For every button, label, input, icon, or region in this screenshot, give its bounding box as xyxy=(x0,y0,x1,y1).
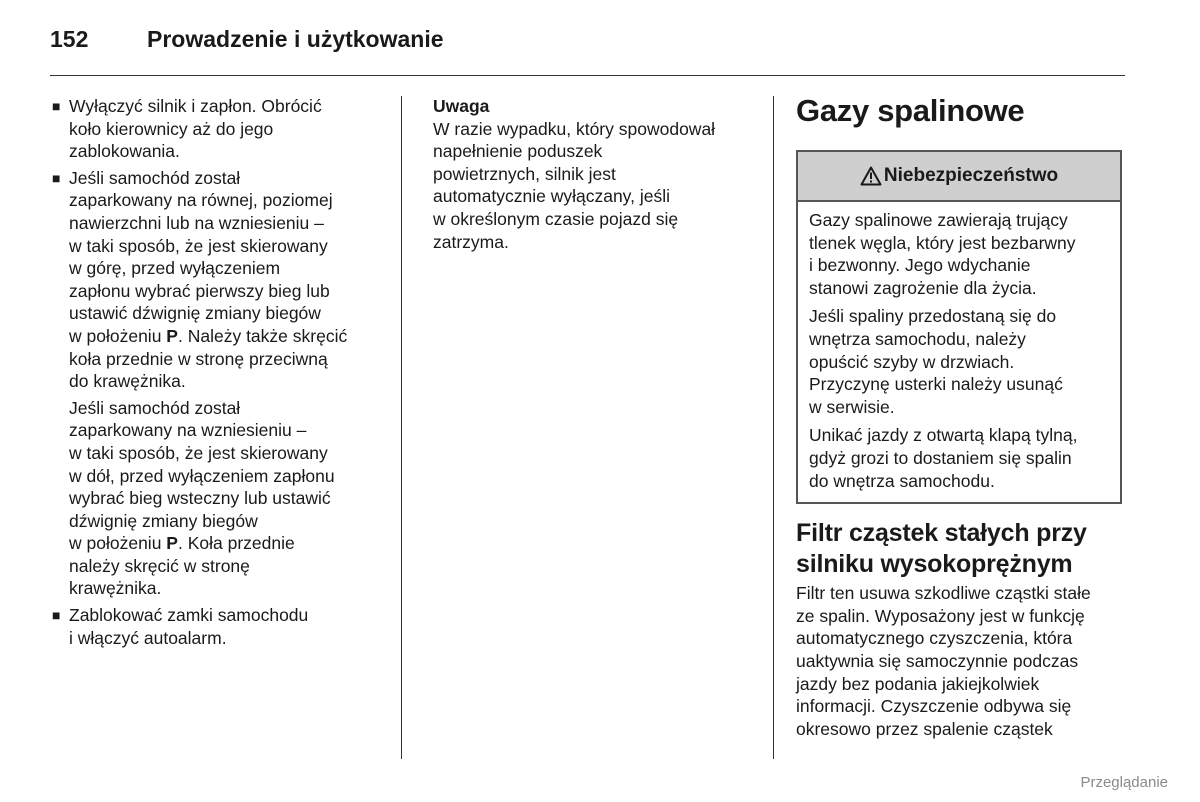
note-title: Uwaga xyxy=(433,96,490,116)
bullet-square-icon: ■ xyxy=(52,607,61,624)
danger-paragraph: Jeśli spaliny przedostaną się do wnętrza samochodu, należy opuścić szyby w drzwiach. Przyczynę usterki należy usunąć w serwisie. xyxy=(809,306,1063,417)
column-1 xyxy=(52,95,387,653)
bullet-square-icon: ■ xyxy=(52,169,61,186)
column-divider xyxy=(773,96,774,759)
subsection-title: Filtr cząstek stałych przy silniku wysokoprężnym xyxy=(796,519,1087,579)
list-item xyxy=(52,167,387,393)
continuation-paragraph: Jeśli samochód został zaparkowany na wzniesieniu – w taki sposób, że jest skierowany w dół, przed wyłączeniem zapłonu wybrać bieg wsteczny lub ustawić dźwignię zmiany biegów w położeniu P. Koła przednie należy skręcić w stronę krawężnika. xyxy=(69,397,335,599)
danger-body xyxy=(798,202,1120,502)
list-item-text: Jeśli samochód został zaparkowany na równej, poziomej nawierzchni lub na wzniesieniu – w taki sposób, że jest skierowany w górę, przed wyłączeniem zapłonu wybrać pierwszy bieg lub ustawić dźwignię zmiany biegów w położeniu P. Należy także skręcić koła przednie w stronę przeciwną do krawężnika. xyxy=(69,167,348,392)
list-item-text: Zablokować zamki samochodu i włączyć autoalarm. xyxy=(69,605,309,648)
header-divider xyxy=(50,75,1125,76)
page-number: 152 xyxy=(50,26,89,52)
chapter-title: Prowadzenie i użytkowanie xyxy=(147,26,444,52)
warning-triangle-icon xyxy=(860,166,882,186)
column-2 xyxy=(433,95,758,253)
danger-header xyxy=(798,152,1120,202)
danger-title: Niebezpieczeństwo xyxy=(883,164,1059,186)
section-title: Gazy spalinowe xyxy=(796,93,1025,128)
danger-paragraph: Unikać jazdy z otwartą klapą tylną, gdyż grozi to dostaniem się spalin do wnętrza samochodu. xyxy=(809,425,1078,491)
note-text: W razie wypadku, który spowodował napełnienie poduszek powietrznych, silnik jest automatycznie wyłączany, jeśli w określonym czasie pojazd się zatrzyma. xyxy=(433,118,716,252)
list-item xyxy=(52,95,387,163)
continuation-label: Przeglądanie xyxy=(1080,774,1168,791)
subsection-text: Filtr ten usuwa szkodliwe cząstki stałe ze spalin. Wyposażony jest w funkcję automatycznego czyszczenia, która uaktywnia się samoczynnie podczas jazdy bez podania jakiejkolwiek informacji. Czyszczenie odbywa się okresowo przez spalenie cząstek xyxy=(796,583,1091,739)
bullet-square-icon: ■ xyxy=(52,98,61,114)
danger-box xyxy=(796,150,1122,504)
column-divider xyxy=(401,96,402,759)
list-item-text: Wyłączyć silnik i zapłon. Obrócić koło kierownicy aż do jego zablokowania. xyxy=(69,96,322,162)
list-item xyxy=(52,604,387,649)
danger-paragraph: Gazy spalinowe zawierają trujący tlenek węgla, który jest bezbarwny i bezwonny. Jego wdychanie stanowi zagrożenie dla życia. xyxy=(809,210,1076,298)
column-3 xyxy=(796,92,1126,740)
